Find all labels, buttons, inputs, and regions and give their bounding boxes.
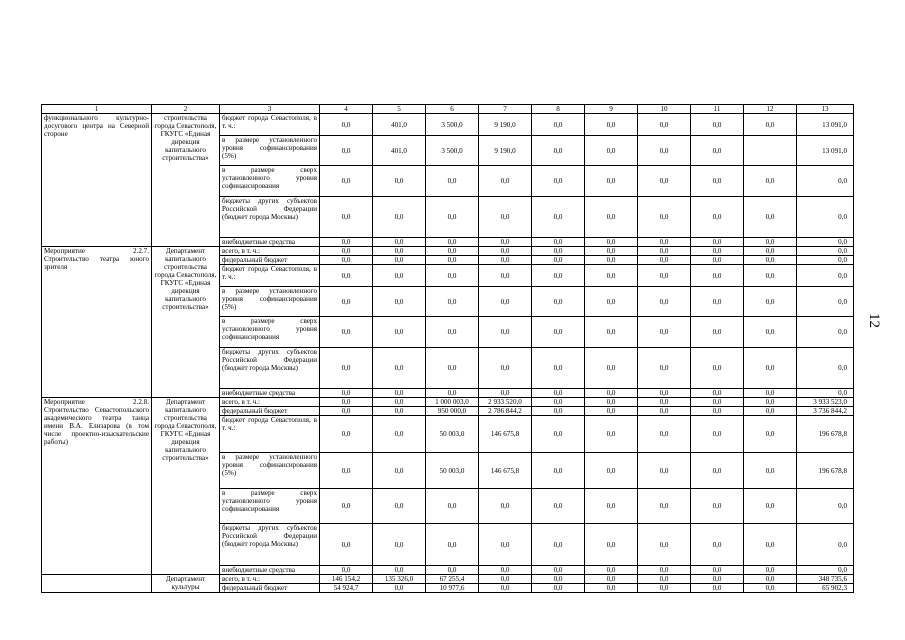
amount-cell: 0,0 — [585, 584, 638, 593]
amount-cell: 0,0 — [638, 524, 691, 566]
header-cell: 4 — [320, 105, 373, 114]
header-cell: 7 — [479, 105, 532, 114]
amount-cell: 0,0 — [320, 566, 373, 575]
amount-cell: 0,0 — [532, 238, 585, 247]
amount-cell: 0,0 — [691, 489, 744, 524]
amount-cell: 0,0 — [638, 247, 691, 256]
amount-cell: 0,0 — [320, 348, 373, 389]
amount-cell: 135 326,0 — [373, 575, 426, 584]
amount-cell: 0,0 — [585, 524, 638, 566]
amount-cell: 0,0 — [691, 317, 744, 348]
amount-cell: 0,0 — [585, 489, 638, 524]
amount-cell: 0,0 — [638, 256, 691, 265]
amount-cell: 0,0 — [797, 348, 854, 389]
amount-cell: 0,0 — [744, 575, 797, 584]
amount-cell: 0,0 — [691, 348, 744, 389]
amount-cell: 0,0 — [744, 114, 797, 136]
amount-cell: 0,0 — [797, 489, 854, 524]
amount-cell: 0,0 — [479, 197, 532, 238]
amount-cell: 0,0 — [532, 407, 585, 416]
amount-cell: 0,0 — [373, 566, 426, 575]
amount-cell: 196 678,8 — [797, 416, 854, 453]
amount-cell: 0,0 — [320, 524, 373, 566]
amount-cell: 0,0 — [638, 136, 691, 166]
amount-cell: 146 675,8 — [479, 453, 532, 489]
amount-cell: 0,0 — [320, 389, 373, 398]
amount-cell: 0,0 — [797, 247, 854, 256]
funding-source-cell: федеральный бюджет — [220, 407, 320, 416]
amount-cell: 0,0 — [585, 389, 638, 398]
amount-cell: 0,0 — [585, 317, 638, 348]
funding-source-cell: в размере установленного уровня софинансирования (5%) — [220, 287, 320, 317]
amount-cell: 0,0 — [585, 566, 638, 575]
amount-cell: 0,0 — [691, 416, 744, 453]
activity-name-cell — [42, 575, 152, 593]
header-cell: 8 — [532, 105, 585, 114]
funding-source-cell: в размере установленного уровня софинансирования (5%) — [220, 136, 320, 166]
header-cell: 9 — [585, 105, 638, 114]
amount-cell: 0,0 — [532, 566, 585, 575]
amount-cell: 0,0 — [691, 389, 744, 398]
funding-source-cell: бюджет города Севастополя, в т. ч.: — [220, 114, 320, 136]
amount-cell: 0,0 — [585, 136, 638, 166]
activity-name-cell: функционального культурно-досугового центра на Северной стороне — [42, 114, 152, 247]
amount-cell: 0,0 — [691, 566, 744, 575]
amount-cell: 0,0 — [320, 247, 373, 256]
amount-cell: 0,0 — [479, 265, 532, 287]
amount-cell: 0,0 — [744, 238, 797, 247]
amount-cell: 0,0 — [479, 348, 532, 389]
amount-cell: 1 000 003,0 — [426, 398, 479, 407]
amount-cell — [744, 136, 797, 166]
amount-cell: 0,0 — [479, 166, 532, 197]
funding-source-cell: в размере установленного уровня софинансирования (5%) — [220, 453, 320, 489]
amount-cell: 0,0 — [532, 247, 585, 256]
amount-cell: 0,0 — [426, 317, 479, 348]
amount-cell: 0,0 — [585, 265, 638, 287]
amount-cell: 0,0 — [426, 247, 479, 256]
amount-cell: 0,0 — [426, 489, 479, 524]
amount-cell: 0,0 — [426, 238, 479, 247]
amount-cell: 0,0 — [744, 317, 797, 348]
amount-cell: 0,0 — [320, 114, 373, 136]
table-row — [42, 575, 854, 584]
amount-cell: 0,0 — [532, 287, 585, 317]
amount-cell: 0,0 — [532, 166, 585, 197]
amount-cell: 0,0 — [638, 407, 691, 416]
amount-cell: 0,0 — [744, 348, 797, 389]
funding-source-cell: в размере сверх установленного уровня софинансирования — [220, 166, 320, 197]
executor-cell: строительства города Севастополя, ГКУГС «Единая дирекция капитального строительства» — [152, 114, 220, 247]
amount-cell: 0,0 — [479, 584, 532, 593]
amount-cell: 3 933 523,0 — [797, 398, 854, 407]
amount-cell: 0,0 — [691, 524, 744, 566]
amount-cell: 0,0 — [797, 238, 854, 247]
header-cell: 6 — [426, 105, 479, 114]
amount-cell: 0,0 — [585, 256, 638, 265]
activity-name-cell: Мероприятие 2.2.7. Строительство театра юного зрителя — [42, 247, 152, 398]
header-cell: 3 — [220, 105, 320, 114]
amount-cell: 0,0 — [638, 398, 691, 407]
amount-cell: 0,0 — [373, 238, 426, 247]
amount-cell: 0,0 — [479, 389, 532, 398]
amount-cell: 0,0 — [585, 287, 638, 317]
amount-cell: 0,0 — [320, 287, 373, 317]
header-cell: 12 — [744, 105, 797, 114]
amount-cell: 0,0 — [691, 166, 744, 197]
amount-cell: 0,0 — [744, 287, 797, 317]
amount-cell: 0,0 — [691, 256, 744, 265]
amount-cell: 10 977,6 — [426, 584, 479, 593]
executor-cell: Департамент культуры — [152, 575, 220, 593]
amount-cell: 9 190,0 — [479, 136, 532, 166]
amount-cell: 0,0 — [585, 238, 638, 247]
amount-cell: 0,0 — [744, 247, 797, 256]
amount-cell: 0,0 — [585, 398, 638, 407]
amount-cell: 0,0 — [797, 389, 854, 398]
table-row — [42, 247, 854, 256]
amount-cell: 146 675,8 — [479, 416, 532, 453]
amount-cell: 348 735,6 — [797, 575, 854, 584]
amount-cell: 0,0 — [479, 575, 532, 584]
amount-cell: 0,0 — [638, 166, 691, 197]
amount-cell: 0,0 — [744, 265, 797, 287]
amount-cell: 0,0 — [532, 136, 585, 166]
amount-cell: 0,0 — [691, 453, 744, 489]
amount-cell: 3 500,0 — [426, 114, 479, 136]
amount-cell: 0,0 — [373, 389, 426, 398]
amount-cell: 0,0 — [691, 197, 744, 238]
amount-cell: 0,0 — [479, 256, 532, 265]
amount-cell: 0,0 — [479, 238, 532, 247]
funding-source-cell: федеральный бюджет — [220, 256, 320, 265]
amount-cell: 13 091,0 — [797, 114, 854, 136]
amount-cell: 0,0 — [532, 453, 585, 489]
amount-cell: 0,0 — [744, 566, 797, 575]
amount-cell: 0,0 — [426, 197, 479, 238]
amount-cell: 0,0 — [691, 287, 744, 317]
amount-cell: 0,0 — [532, 575, 585, 584]
amount-cell: 0,0 — [426, 166, 479, 197]
amount-cell: 0,0 — [638, 489, 691, 524]
amount-cell: 0,0 — [479, 566, 532, 575]
amount-cell: 0,0 — [479, 247, 532, 256]
amount-cell: 0,0 — [585, 247, 638, 256]
amount-cell: 3 736 844,2 — [797, 407, 854, 416]
amount-cell: 0,0 — [373, 265, 426, 287]
amount-cell: 0,0 — [638, 584, 691, 593]
amount-cell: 0,0 — [532, 524, 585, 566]
amount-cell: 401,0 — [373, 136, 426, 166]
amount-cell: 0,0 — [479, 524, 532, 566]
amount-cell: 67 255,4 — [426, 575, 479, 584]
amount-cell: 0,0 — [373, 453, 426, 489]
header-cell: 13 — [797, 105, 854, 114]
amount-cell: 0,0 — [585, 416, 638, 453]
amount-cell: 0,0 — [320, 136, 373, 166]
amount-cell: 0,0 — [320, 166, 373, 197]
amount-cell: 50 003,0 — [426, 453, 479, 489]
amount-cell: 0,0 — [373, 489, 426, 524]
amount-cell: 0,0 — [585, 114, 638, 136]
amount-cell: 950 000,0 — [426, 407, 479, 416]
amount-cell: 401,0 — [373, 114, 426, 136]
amount-cell: 0,0 — [638, 197, 691, 238]
amount-cell: 0,0 — [585, 197, 638, 238]
amount-cell: 0,0 — [426, 256, 479, 265]
amount-cell: 0,0 — [691, 265, 744, 287]
amount-cell: 0,0 — [585, 575, 638, 584]
funding-source-cell: внебюджетные средства — [220, 238, 320, 247]
amount-cell: 65 902,3 — [797, 584, 854, 593]
amount-cell: 0,0 — [691, 575, 744, 584]
header-cell: 1 — [42, 105, 152, 114]
amount-cell: 0,0 — [532, 489, 585, 524]
amount-cell: 0,0 — [691, 584, 744, 593]
amount-cell: 13 091,0 — [797, 136, 854, 166]
amount-cell: 0,0 — [373, 166, 426, 197]
amount-cell: 0,0 — [744, 256, 797, 265]
funding-source-cell: бюджеты других субъектов Российской Федерации (бюджет города Москвы) — [220, 348, 320, 389]
amount-cell: 2 786 844,2 — [479, 407, 532, 416]
funding-source-cell: бюджет города Севастополя, в т. ч.: — [220, 416, 320, 453]
amount-cell: 0,0 — [744, 398, 797, 407]
amount-cell: 0,0 — [744, 584, 797, 593]
amount-cell: 0,0 — [691, 136, 744, 166]
amount-cell: 0,0 — [479, 489, 532, 524]
amount-cell: 0,0 — [479, 287, 532, 317]
header-cell: 11 — [691, 105, 744, 114]
amount-cell: 0,0 — [744, 197, 797, 238]
amount-cell: 0,0 — [426, 389, 479, 398]
funding-source-cell: в размере сверх установленного уровня софинансирования — [220, 317, 320, 348]
amount-cell: 0,0 — [320, 197, 373, 238]
funding-source-cell: всего, в т. ч.: — [220, 398, 320, 407]
table-row — [42, 114, 854, 136]
executor-cell: Департамент капитального строительства города Севастополя, ГКУГС «Единая дирекция капитального строительства» — [152, 247, 220, 398]
amount-cell: 0,0 — [797, 287, 854, 317]
amount-cell: 0,0 — [373, 416, 426, 453]
amount-cell: 0,0 — [638, 389, 691, 398]
funding-source-cell: бюджет города Севастополя, в т. ч.: — [220, 265, 320, 287]
funding-source-cell: всего, в т. ч.: — [220, 575, 320, 584]
budget-table — [41, 104, 854, 593]
amount-cell: 0,0 — [638, 575, 691, 584]
amount-cell: 0,0 — [373, 256, 426, 265]
amount-cell: 0,0 — [320, 256, 373, 265]
amount-cell: 0,0 — [320, 265, 373, 287]
amount-cell: 0,0 — [797, 265, 854, 287]
funding-source-cell: всего, в т. ч.: — [220, 247, 320, 256]
funding-source-cell: внебюджетные средства — [220, 389, 320, 398]
amount-cell: 0,0 — [532, 416, 585, 453]
amount-cell: 0,0 — [744, 453, 797, 489]
amount-cell: 0,0 — [797, 166, 854, 197]
amount-cell: 0,0 — [638, 317, 691, 348]
amount-cell: 0,0 — [320, 453, 373, 489]
amount-cell: 0,0 — [744, 489, 797, 524]
amount-cell: 0,0 — [691, 407, 744, 416]
funding-source-cell: федеральный бюджет — [220, 584, 320, 593]
amount-cell: 0,0 — [585, 166, 638, 197]
amount-cell: 196 678,8 — [797, 453, 854, 489]
funding-source-cell: в размере сверх установленного уровня софинансирования — [220, 489, 320, 524]
amount-cell: 0,0 — [797, 197, 854, 238]
executor-cell: Департамент капитального строительства города Севастополя, ГКУГС «Единая дирекция капитального строительства» — [152, 398, 220, 575]
amount-cell: 0,0 — [638, 114, 691, 136]
amount-cell: 0,0 — [638, 566, 691, 575]
amount-cell: 0,0 — [691, 247, 744, 256]
amount-cell: 0,0 — [532, 114, 585, 136]
amount-cell: 0,0 — [426, 287, 479, 317]
amount-cell: 9 190,0 — [479, 114, 532, 136]
amount-cell: 0,0 — [373, 317, 426, 348]
amount-cell: 0,0 — [744, 407, 797, 416]
funding-source-cell: бюджеты других субъектов Российской Федерации (бюджет города Москвы) — [220, 524, 320, 566]
amount-cell: 0,0 — [373, 524, 426, 566]
amount-cell: 0,0 — [585, 407, 638, 416]
amount-cell: 0,0 — [320, 238, 373, 247]
amount-cell: 0,0 — [638, 265, 691, 287]
header-cell: 2 — [152, 105, 220, 114]
amount-cell: 0,0 — [585, 453, 638, 489]
amount-cell: 0,0 — [320, 416, 373, 453]
table-row — [42, 398, 854, 407]
amount-cell: 0,0 — [320, 398, 373, 407]
amount-cell: 0,0 — [797, 317, 854, 348]
amount-cell: 0,0 — [691, 114, 744, 136]
amount-cell: 0,0 — [320, 317, 373, 348]
amount-cell: 0,0 — [532, 256, 585, 265]
amount-cell: 0,0 — [426, 265, 479, 287]
amount-cell: 0,0 — [320, 489, 373, 524]
amount-cell: 0,0 — [373, 247, 426, 256]
amount-cell: 50 003,0 — [426, 416, 479, 453]
amount-cell: 0,0 — [532, 398, 585, 407]
amount-cell: 0,0 — [426, 566, 479, 575]
amount-cell: 0,0 — [691, 398, 744, 407]
amount-cell: 0,0 — [532, 348, 585, 389]
amount-cell: 0,0 — [638, 453, 691, 489]
amount-cell: 0,0 — [532, 584, 585, 593]
amount-cell: 0,0 — [373, 407, 426, 416]
amount-cell: 0,0 — [691, 238, 744, 247]
amount-cell: 3 500,0 — [426, 136, 479, 166]
amount-cell: 0,0 — [797, 566, 854, 575]
amount-cell: 54 924,7 — [320, 584, 373, 593]
amount-cell: 0,0 — [373, 287, 426, 317]
funding-source-cell: бюджеты других субъектов Российской Федерации (бюджет города Москвы) — [220, 197, 320, 238]
amount-cell: 0,0 — [638, 287, 691, 317]
amount-cell: 0,0 — [373, 348, 426, 389]
funding-source-cell: внебюджетные средства — [220, 566, 320, 575]
amount-cell: 0,0 — [638, 238, 691, 247]
amount-cell: 0,0 — [744, 416, 797, 453]
amount-cell: 0,0 — [638, 348, 691, 389]
amount-cell: 0,0 — [532, 265, 585, 287]
amount-cell: 0,0 — [426, 524, 479, 566]
activity-name-cell: Мероприятие 2.2.8. Строительство Севастопольского академического театра танца имени В.А. Елизарова (в том числе проектно-изыскательские работы) — [42, 398, 152, 575]
amount-cell: 0,0 — [744, 524, 797, 566]
amount-cell: 2 933 520,0 — [479, 398, 532, 407]
header-cell: 5 — [373, 105, 426, 114]
amount-cell: 0,0 — [532, 389, 585, 398]
amount-cell: 0,0 — [426, 348, 479, 389]
amount-cell: 0,0 — [373, 197, 426, 238]
amount-cell: 0,0 — [638, 416, 691, 453]
amount-cell: 146 154,2 — [320, 575, 373, 584]
amount-cell: 0,0 — [744, 389, 797, 398]
amount-cell: 0,0 — [797, 256, 854, 265]
amount-cell: 0,0 — [532, 317, 585, 348]
amount-cell: 0,0 — [585, 348, 638, 389]
amount-cell: 0,0 — [744, 166, 797, 197]
amount-cell: 0,0 — [479, 317, 532, 348]
page-number: 12 — [866, 313, 882, 328]
amount-cell: 0,0 — [532, 197, 585, 238]
amount-cell: 0,0 — [373, 584, 426, 593]
amount-cell: 0,0 — [797, 524, 854, 566]
amount-cell: 0,0 — [373, 398, 426, 407]
amount-cell: 0,0 — [320, 407, 373, 416]
header-cell: 10 — [638, 105, 691, 114]
header-row — [42, 105, 854, 114]
